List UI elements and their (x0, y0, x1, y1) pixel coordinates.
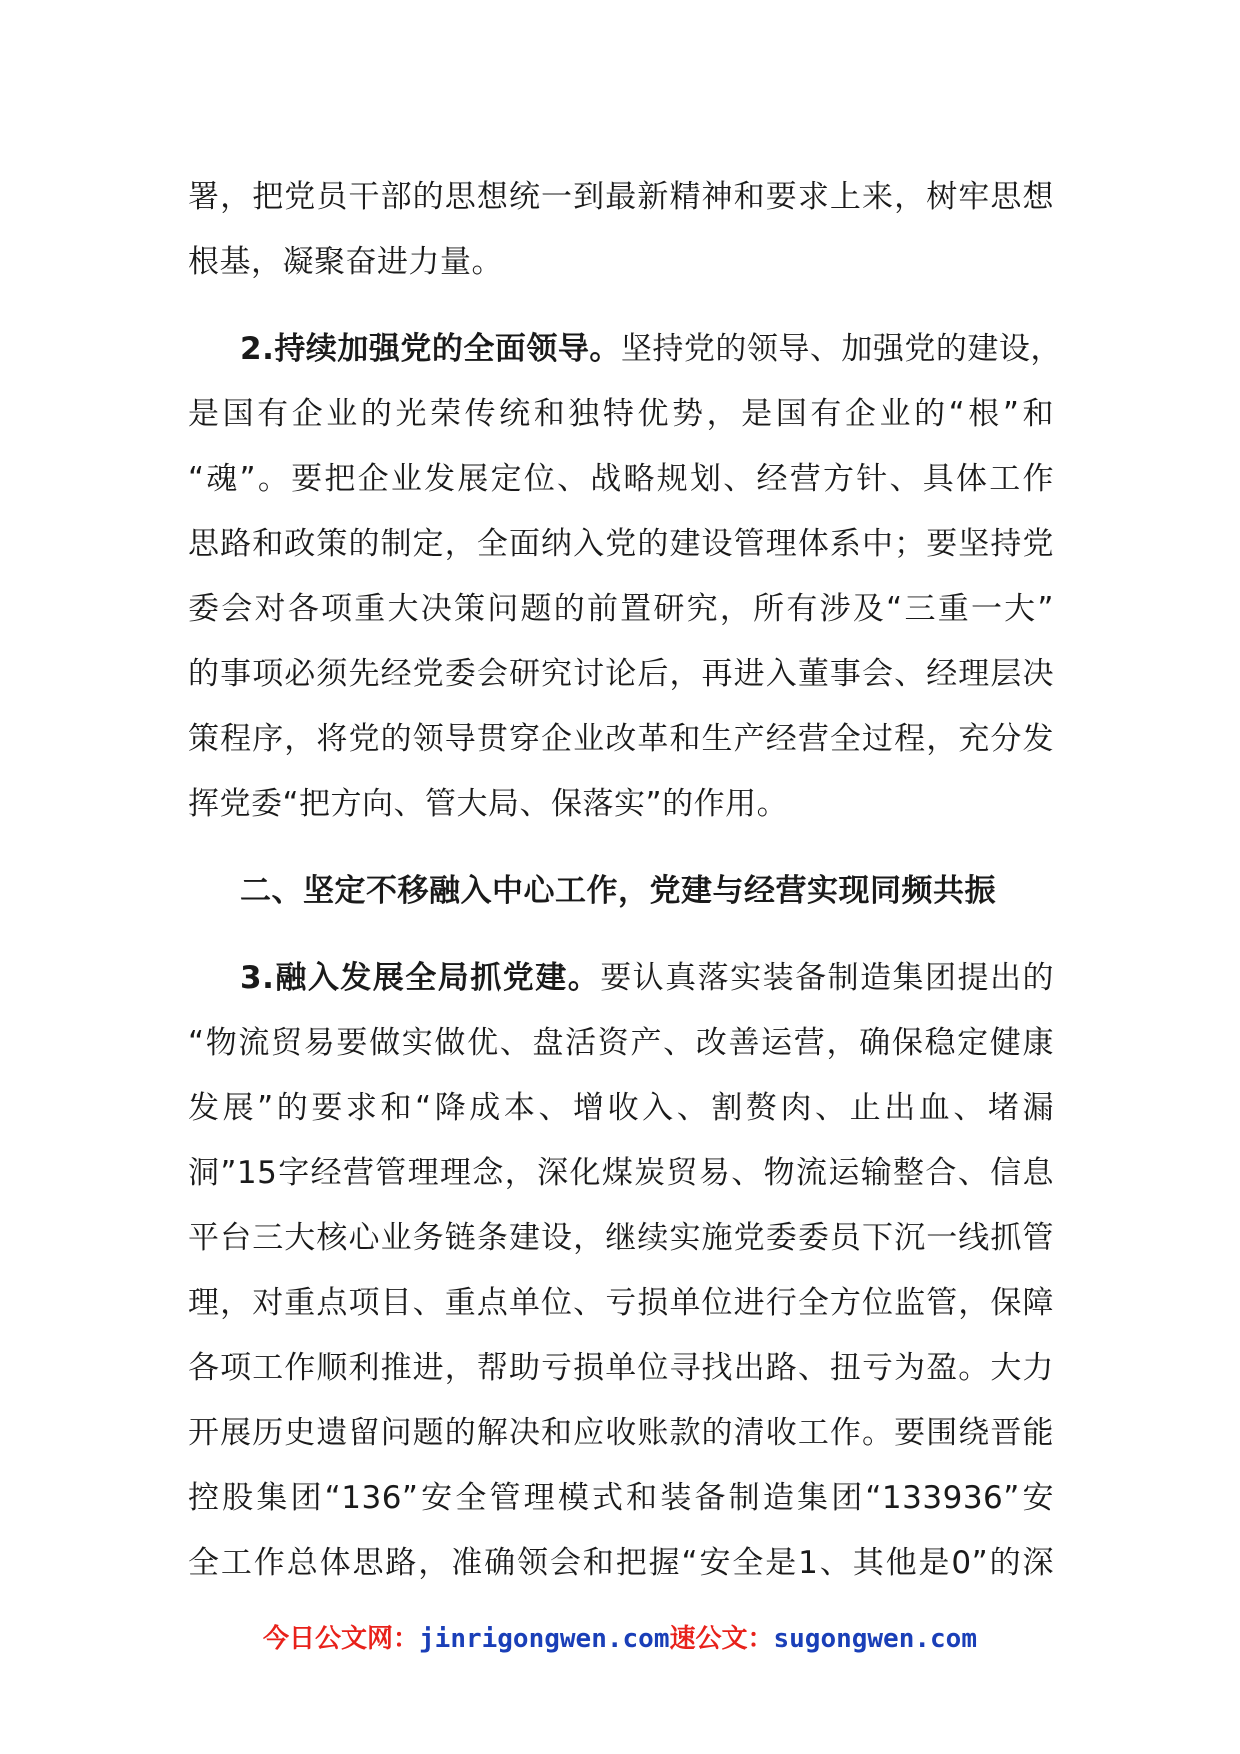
text-line: 的事项必须先经党委会研究讨论后，再进入董事会、经理层决 (188, 656, 1054, 692)
paragraph-1 (188, 165, 1054, 295)
paragraph-title: 2.持续加强党的全面领导。 (240, 331, 621, 367)
text-line: 平台三大核心业务链条建设，继续实施党委委员下沉一线抓管 (188, 1220, 1054, 1256)
text-line: 挥党委“把方向、管大局、保落实”的作用。 (188, 786, 789, 822)
site-url-sugongwen[interactable]: sugongwen.com (773, 1624, 977, 1654)
text-line: 根基，凝聚奋进力量。 (188, 244, 503, 280)
section-heading-2 (188, 859, 1054, 924)
text-line: 控股集团“136”安全管理模式和装备制造集团“133936”安 (188, 1480, 1054, 1516)
site-name-jinrigongwen: 今日公文网： (263, 1624, 420, 1654)
text-line: 署，把党员干部的思想统一到最新精神和要求上来，树牢思想 (188, 179, 1054, 215)
site-url-jinrigongwen[interactable]: jinrigongwen.com (419, 1624, 670, 1654)
text-run: 要认真落实装备制造集团提出的 (600, 960, 1054, 996)
text-line: 洞”15字经营管理理念，深化煤炭贸易、物流运输整合、信息 (188, 1155, 1054, 1191)
document-body (188, 165, 1062, 1618)
text-line: 是国有企业的光荣传统和独特优势，是国有企业的“根”和 (188, 396, 1054, 432)
text-line: “物流贸易要做实做优、盘活资产、改善运营，确保稳定健康 (188, 1025, 1054, 1061)
text-line (188, 946, 1054, 1011)
text-line: 思路和政策的制定，全面纳入党的建设管理体系中；要坚持党 (188, 526, 1054, 562)
watermark-footer (0, 1618, 1240, 1655)
paragraph-3 (188, 946, 1054, 1596)
section-heading: 二、坚定不移融入中心工作，党建与经营实现同频共振 (240, 873, 996, 909)
text-line: “魂”。要把企业发展定位、战略规划、经营方针、具体工作 (188, 461, 1054, 497)
text-line (188, 317, 1062, 382)
text-line: 全工作总体思路，准确领会和把握“安全是1、其他是0”的深 (188, 1545, 1054, 1581)
paragraph-2 (188, 317, 1062, 837)
paragraph-title: 3.融入发展全局抓党建。 (240, 960, 601, 996)
site-name-sugongwen: 速公文： (669, 1624, 774, 1654)
text-line: 各项工作顺利推进，帮助亏损单位寻找出路、扭亏为盈。大力 (188, 1350, 1054, 1386)
text-line: 策程序，将党的领导贯穿企业改革和生产经营全过程，充分发 (188, 721, 1054, 757)
text-line: 理，对重点项目、重点单位、亏损单位进行全方位监管，保障 (188, 1285, 1054, 1321)
text-line: 委会对各项重大决策问题的前置研究，所有涉及“三重一大” (188, 591, 1054, 627)
text-run: 坚持党的领导、加强党的建设， (620, 331, 1062, 367)
text-line: 开展历史遗留问题的解决和应收账款的清收工作。要围绕晋能 (188, 1415, 1054, 1451)
text-line: 发展”的要求和“降成本、增收入、割赘肉、止出血、堵漏 (188, 1090, 1054, 1126)
